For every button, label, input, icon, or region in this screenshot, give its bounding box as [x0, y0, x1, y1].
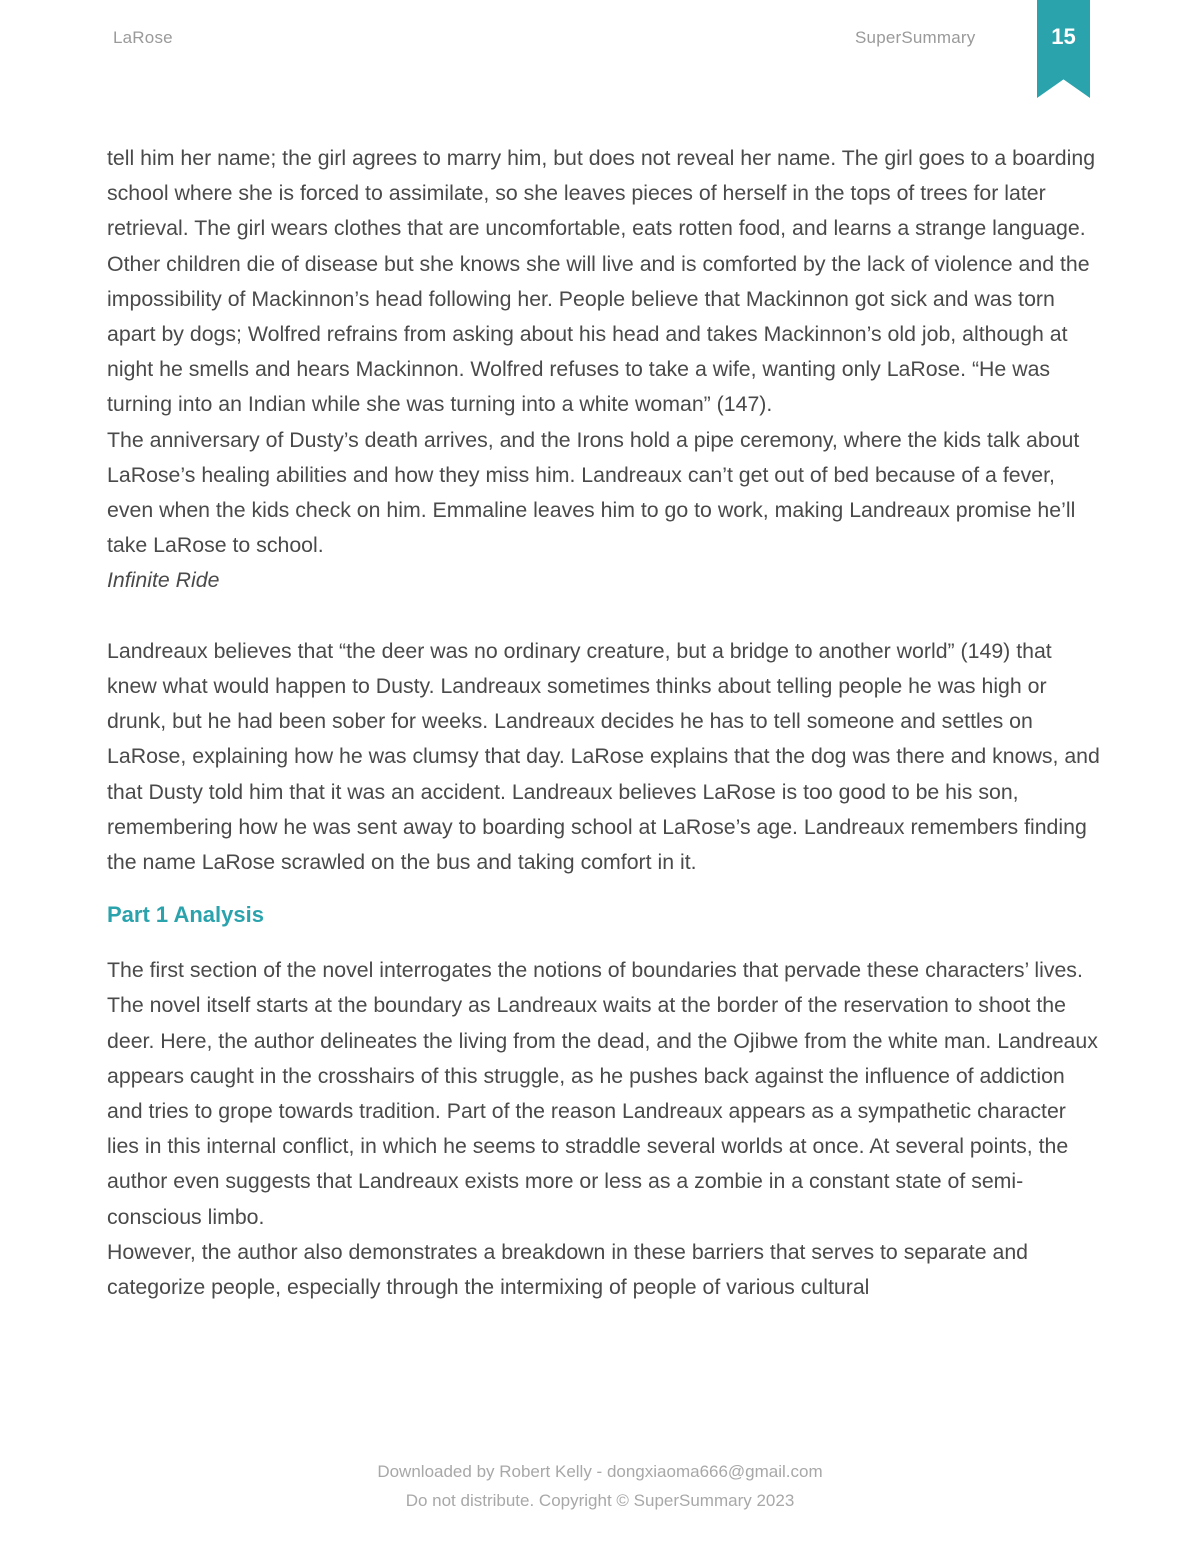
section-heading: Part 1 Analysis: [107, 902, 264, 928]
body-paragraph: However, the author also demonstrates a breakdown in these barriers that serves to separate and categorize people, especially through the intermixing of people of various cultural: [107, 1239, 1029, 1300]
copyright-notice: Do not distribute. Copyright © SuperSummary 2023: [405, 1491, 795, 1510]
paragraph-spacer: [107, 599, 1102, 634]
body-paragraph: The anniversary of Dusty’s death arrives, and the Irons hold a pipe ceremony, where the kids talk about LaRose’s healing abilities and how they miss him. Landreaux can’t get out of bed because of a fever, even when the kids check on him. Emmaline leaves him to go to work, making Landreaux promise he’ll take LaRose to school.: [107, 427, 1080, 558]
body-paragraph: The first section of the novel interrogates the notions of boundaries that pervade these characters’ lives. The novel itself starts at the boundary as Landreaux waits at the border of the reservation to shoot the deer. Here, the author delineates the living from the dead, and the Ojibwe from the white man. Landreaux appears caught in the crosshairs of this struggle, as he pushes back against the influence of addiction and tries to grope towards tradition. Part of the reason Landreaux appears as a sympathetic character lies in this internal conflict, in which he seems to straddle several worlds at once. At several points, the author even suggests that Landreaux exists more or less as a zombie in a constant state of semi-conscious limbo.: [107, 958, 1098, 1229]
document-body: [107, 141, 1102, 1305]
download-notice: Downloaded by Robert Kelly - dongxiaoma666@gmail.com: [377, 1462, 823, 1481]
brand-name: SuperSummary: [855, 28, 976, 47]
book-title: LaRose: [113, 28, 173, 47]
body-paragraph: tell him her name; the girl agrees to marry him, but does not reveal her name. The girl goes to a boarding school where she is forced to assimilate, so she leaves pieces of herself in the tops of trees for later retrieval. The girl wears clothes that are uncomfortable, eats rotten food, and learns a strange language. Other children die of disease but she knows she will live and is comforted by the lack of violence and the impossibility of Mackinnon’s head following her. People believe that Mackinnon got sick and was torn apart by dogs; Wolfred refrains from asking about his head and takes Mackinnon’s old job, although at night he smells and hears Mackinnon. Wolfred refuses to take a wife, wanting only LaRose. “He was turning into an Indian while she was turning into a white woman” (147).: [107, 146, 1096, 417]
chapter-subheading: Infinite Ride: [107, 568, 220, 593]
body-paragraph: Landreaux believes that “the deer was no ordinary creature, but a bridge to another world” (149) that knew what would happen to Dusty. Landreaux sometimes thinks about telling people he was high or drunk, but he had been sober for weeks. Landreaux decides he has to tell someone and settles on LaRose, explaining how he was clumsy that day. LaRose explains that the dog was there and knows, and that Dusty told him that it was an accident. Landreaux believes LaRose is too good to be his son, remembering how he was sent away to boarding school at LaRose’s age. Landreaux remembers finding the name LaRose scrawled on the bus and taking comfort in it.: [107, 638, 1100, 875]
page-number: 15: [1051, 24, 1076, 49]
